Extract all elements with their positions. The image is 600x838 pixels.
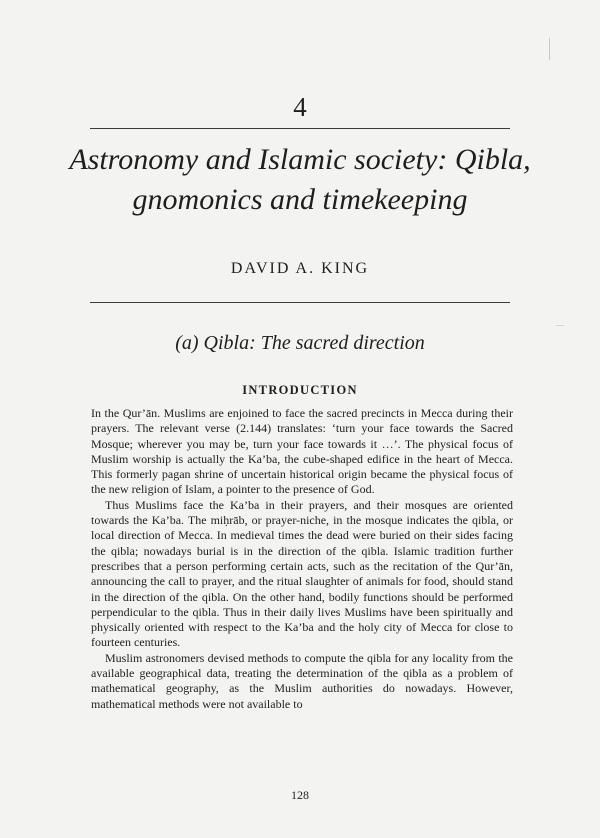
body-text <box>91 406 513 712</box>
section-heading: (a) Qibla: The sacred direction <box>175 332 425 354</box>
scan-edge-mark <box>549 38 550 60</box>
paragraph: Thus Muslims face the Ka’ba in their prayers, and their mosques are oriented towards the Ka’ba. The miḥrāb, or prayer-niche, in the mosque indicates the qibla, or local direction of Mecca. In medieval times the dead were buried on their sides facing the qibla; nowadays burial is in the direction of the qibla. Islamic tradition further prescribes that a person performing certain acts, such as the recitation of the Qur’ān, announcing the call to prayer, and the ritual slaughter of animals for food, should stand in the direction of the qibla. On the other hand, bodily functions should be performed perpendicular to the qibla. Thus in their daily lives Muslims have been spiritually and physically oriented with respect to the Ka’ba and the holy city of Mecca for close to fourteen centuries. <box>91 497 513 650</box>
bottom-rule <box>90 302 510 303</box>
author-name: DAVID A. KING <box>230 260 370 277</box>
paragraph: In the Qur’ān. Muslims are enjoined to face the sacred precincts in Mecca during their prayers. The relevant verse (2.144) translates: ‘turn your face towards the Sacred Mosque; wherever you may be, turn your face towards it …’. The physical focus of Muslim worship is actually the Ka’ba, the cube-shaped edifice in the heart of Mecca. This formerly pagan shrine of uncertain historical origin became the physical focus of the new religion of Islam, a pointer to the presence of God. <box>91 406 513 497</box>
top-rule <box>90 128 510 129</box>
subheading: INTRODUCTION <box>242 383 358 397</box>
page-number: 128 <box>291 788 309 802</box>
chapter-title: Astronomy and Islamic society: Qibla, gnomonics and timekeeping <box>69 143 531 216</box>
scan-edge-mark <box>556 325 564 326</box>
paragraph: Muslim astronomers devised methods to compute the qibla for any locality from the available geographical data, treating the determination of the qibla as a problem of mathematical geography, as the Muslim authorities do nowadays. However, mathematical methods were not available to <box>91 650 513 711</box>
chapter-number: 4 <box>293 92 307 122</box>
